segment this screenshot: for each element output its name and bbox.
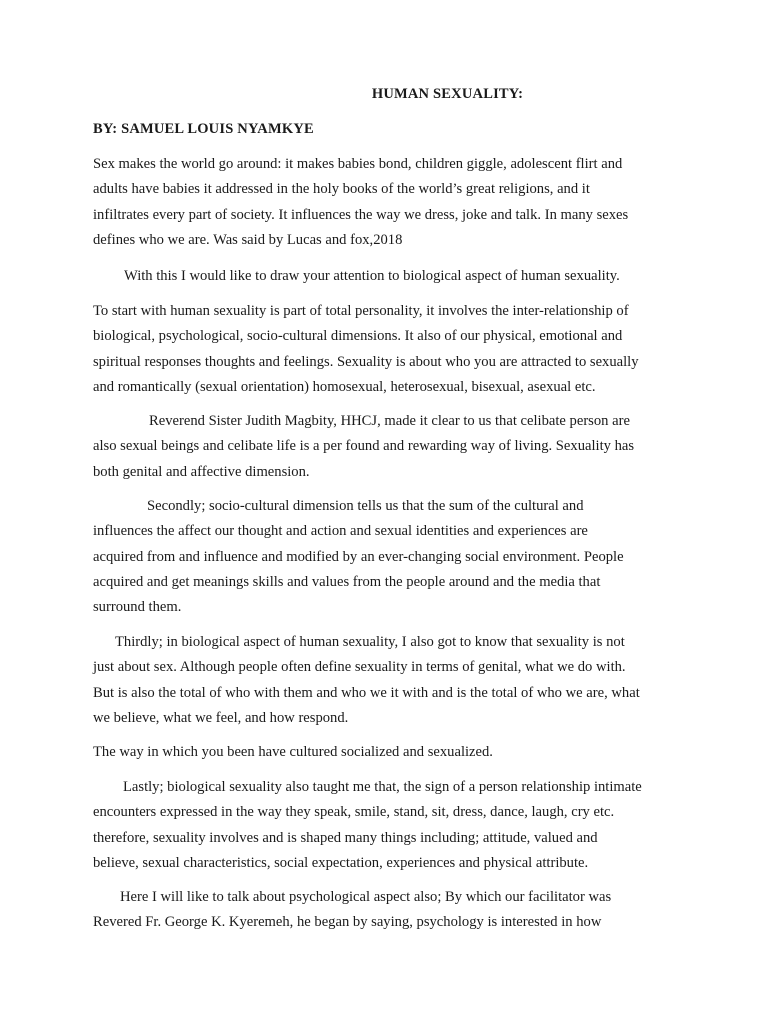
paragraph-line: infiltrates every part of society. It influences the way we dress, joke and talk. In many sexes xyxy=(93,206,629,223)
paragraph-line: adults have babies it addressed in the holy books of the world’s great religions, and it xyxy=(93,181,590,198)
paragraph-line: Sex makes the world go around: it makes babies bond, children giggle, adolescent flirt and xyxy=(93,156,623,172)
paragraph-psychological xyxy=(93,885,673,936)
paragraph-line: both genital and affective dimension. xyxy=(93,463,310,480)
paragraph-line: Reverend Sister Judith Magbity, HHCJ, made it clear to us that celibate person are xyxy=(149,413,630,429)
paragraph-line: believe, sexual characteristics, social expectation, experiences and physical attribute. xyxy=(93,854,589,871)
paragraph-celibate xyxy=(93,409,673,485)
paragraph-cultured xyxy=(93,740,673,765)
paragraph-lastly xyxy=(93,775,673,876)
paragraph-line: With this I would like to draw your attention to biological aspect of human sexuality. xyxy=(124,268,620,284)
paragraph-line: we believe, what we feel, and how respond. xyxy=(93,709,349,726)
paragraph-line: Secondly; socio-cultural dimension tells us that the sum of the cultural and xyxy=(147,498,584,514)
paragraph-line: therefore, sexuality involves and is shaped many things including; attitude, valued and xyxy=(93,829,598,846)
paragraph-attention xyxy=(124,264,704,289)
paragraph-definition xyxy=(93,299,673,400)
paragraph-line: defines who we are. Was said by Lucas and fox,2018 xyxy=(93,231,403,248)
paragraph-line: But is also the total of who with them and who we it with and is the total of who we are, what xyxy=(93,684,640,701)
paragraph-line: also sexual beings and celibate life is a per found and rewarding way of living. Sexuality has xyxy=(93,438,635,455)
paragraph-line: To start with human sexuality is part of total personality, it involves the inter-relationship of xyxy=(93,303,629,319)
paragraph-line: encounters expressed in the way they speak, smile, stand, sit, dress, dance, laugh, cry etc. xyxy=(93,804,615,821)
paragraph-line: Thirdly; in biological aspect of human sexuality, I also got to know that sexuality is not xyxy=(115,634,625,650)
paragraph-line: just about sex. Although people often define sexuality in terms of genital, what we do with. xyxy=(93,659,626,676)
paragraph-line: acquired from and influence and modified by an ever-changing social environment. People xyxy=(93,548,624,565)
paragraph-line: biological, psychological, socio-cultural dimensions. It also of our physical, emotional and xyxy=(93,328,623,345)
author-byline: BY: SAMUEL LOUIS NYAMKYE xyxy=(93,121,314,137)
paragraph-line: Revered Fr. George K. Kyeremeh, he began by saying, psychology is interested in how xyxy=(93,914,602,931)
paragraph-line: acquired and get meanings skills and values from the people around and the media that xyxy=(93,573,601,590)
paragraph-line: and romantically (sexual orientation) homosexual, heterosexual, bisexual, asexual etc. xyxy=(93,378,596,395)
paragraph-line: surround them. xyxy=(93,599,182,616)
paragraph-line: The way in which you been have cultured socialized and sexualized. xyxy=(93,744,493,760)
paragraph-biological xyxy=(93,630,673,731)
paragraph-line: Lastly; biological sexuality also taught me that, the sign of a person relationship intimate xyxy=(123,779,642,795)
document-title: HUMAN SEXUALITY: xyxy=(371,86,524,102)
paragraph-line: Here I will like to talk about psychological aspect also; By which our facilitator was xyxy=(120,889,612,905)
paragraph-intro xyxy=(93,152,673,253)
paragraph-line: spiritual responses thoughts and feelings. Sexuality is about who you are attracted to sexually xyxy=(93,353,639,370)
paragraph-line: influences the affect our thought and action and sexual identities and experiences are xyxy=(93,523,588,540)
paragraph-socio-cultural xyxy=(93,494,673,620)
